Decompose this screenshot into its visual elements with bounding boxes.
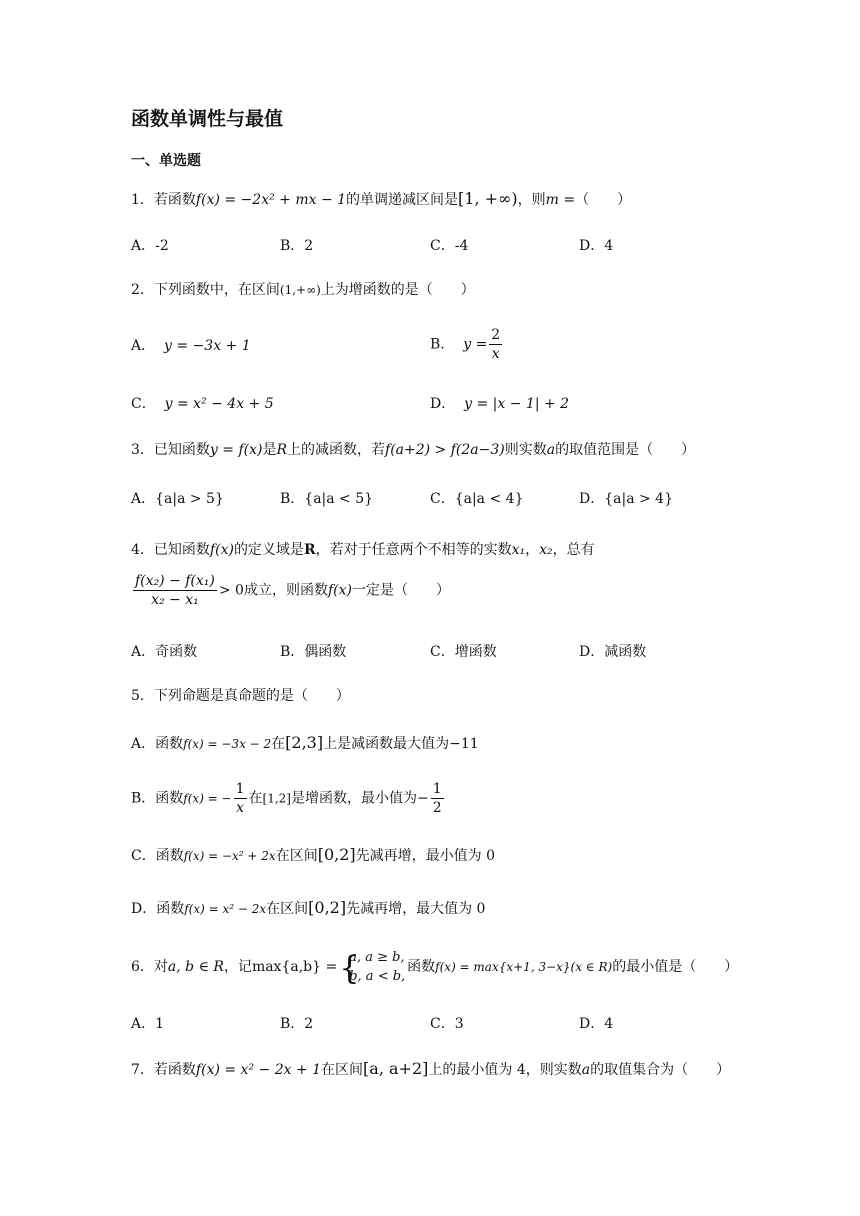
- q3-text-mid2: 上的减函数，若: [287, 442, 386, 458]
- q6-piecewise: [339, 948, 405, 986]
- q3-option-c: C．{a|a < 4}: [430, 491, 524, 507]
- q5-b-minus: −: [416, 790, 429, 807]
- q6-option-a: A．1: [131, 1016, 165, 1032]
- fraction-numerator: 1: [235, 781, 245, 797]
- q6-option-d: D．4: [579, 1016, 614, 1032]
- q5-option-b: [131, 780, 446, 817]
- q5-c-function: f(x) = −x² + 2x: [183, 849, 276, 863]
- q5-option-d: [131, 898, 485, 919]
- q2-option-c-expr: y = x² − 4x + 5: [164, 396, 274, 412]
- q4-text-mid: 的定义域是: [233, 542, 304, 558]
- q5-d-function: f(x) = x² − 2x: [184, 902, 267, 916]
- q4-text-post: ，总有: [552, 542, 595, 558]
- q6-max-definition: max{a,b} =: [251, 959, 338, 975]
- q3-text: 3．已知函数: [131, 442, 210, 458]
- q2-option-c: [131, 394, 274, 414]
- question-5-stem: 5．下列命题是真命题的是（ ）: [131, 688, 350, 704]
- q5-b-text: B．函数: [131, 790, 184, 807]
- question-6-stem: [131, 948, 738, 986]
- q2-option-a-label: A．: [131, 338, 156, 354]
- q4-function-2: f(x): [327, 582, 352, 599]
- q7-variable-a: a: [581, 1062, 591, 1078]
- q6-case-2: b, a < b,: [349, 969, 406, 984]
- q7-text-mid: 在区间: [321, 1062, 364, 1078]
- q6-option-b: B．2: [280, 1016, 314, 1032]
- q5-c-interval: [0,2]: [317, 845, 356, 864]
- q2-option-a-expr: y = −3x + 1: [164, 338, 251, 354]
- q5-d-text-post: 先减再增，最大值为 0: [346, 901, 486, 917]
- q6-case-1: a, a ≥ b,: [349, 950, 405, 965]
- q7-function: f(x) = x² − 2x + 1: [195, 1062, 322, 1078]
- q1-text-mid: 的单调递减区间是: [346, 192, 459, 208]
- q2-option-a: [131, 336, 251, 356]
- q6-option-c: C．3: [430, 1016, 464, 1032]
- left-brace-icon: {: [339, 949, 360, 987]
- q3-function: y = f(x): [209, 442, 263, 458]
- q1-interval: [1, +∞): [458, 189, 518, 208]
- q7-interval: [a, a+2]: [363, 1059, 429, 1078]
- fraction-denominator: x: [491, 346, 500, 362]
- q6-text: 6．对: [131, 959, 168, 975]
- q1-function: f(x) = −2x² + mx − 1: [195, 192, 347, 208]
- q5-d-interval: [0,2]: [308, 898, 347, 917]
- q2-option-c-label: C．: [131, 396, 156, 412]
- q1-variable: m =: [545, 192, 576, 208]
- q4-option-c: C．增函数: [430, 644, 497, 660]
- q3-text-post: 的取值范围是（ ）: [555, 442, 696, 458]
- q1-text: 1．若函数: [131, 192, 196, 208]
- q3-text-mid3: 则实数: [504, 442, 547, 458]
- question-2-stem: [131, 280, 475, 300]
- q5-a-function: f(x) = −3x − 2: [183, 737, 272, 751]
- q1-option-a: A．-2: [131, 238, 169, 254]
- q2-option-b-fraction: [489, 326, 502, 363]
- q5-c-text-post: 先减再增，最小值为 0: [355, 848, 495, 864]
- q2-option-d-label: D．: [430, 396, 456, 412]
- q6-function: f(x) = max{x+1, 3−x}(x ∈ R): [435, 960, 613, 974]
- q1-option-b: B．2: [280, 238, 314, 254]
- question-1-stem: [131, 189, 631, 210]
- q2-text: 2．下列函数中，在区间: [131, 282, 280, 298]
- q2-text-post: 上为增函数的是（ ）: [320, 282, 475, 298]
- q3-option-b: B．{a|a < 5}: [280, 491, 374, 507]
- q4-x2: x₂: [539, 542, 553, 558]
- question-4-line2: [131, 572, 450, 609]
- q2-interval: (1,+∞): [279, 283, 321, 297]
- q6-variables: a, b ∈ R: [167, 959, 224, 975]
- q1-paren: （ ）: [575, 192, 632, 208]
- question-3-stem: [131, 440, 695, 460]
- q5-a-value: −11: [449, 736, 479, 752]
- question-4-stem: [131, 540, 595, 560]
- q5-d-text-mid: 在区间: [266, 901, 309, 917]
- q4-inequality: > 0: [218, 582, 244, 599]
- section-heading: 一、单选题: [131, 153, 201, 169]
- q5-b-fraction: [234, 780, 247, 817]
- q7-text: 7．若函数: [131, 1062, 196, 1078]
- q2-option-b: [430, 326, 504, 363]
- q6-text-mid: ，记: [223, 959, 252, 975]
- q5-b-function-lhs: f(x) = −: [183, 791, 232, 806]
- q2-option-b-lhs: y =: [463, 336, 488, 353]
- fraction-denominator: x: [236, 800, 245, 816]
- q2-option-d-expr: y = |x − 1| + 2: [464, 396, 570, 412]
- q3-option-d: D．{a|a > 4}: [579, 491, 673, 507]
- q6-text-post: 的最小值是（ ）: [612, 959, 739, 975]
- q4-x1: x₁: [511, 542, 526, 558]
- q5-b-text-mid: 在: [248, 790, 263, 807]
- q6-text-mid2: 函数: [407, 959, 436, 975]
- fraction-denominator: x₂ − x₁: [151, 592, 199, 608]
- q2-option-b-label: B．: [430, 336, 455, 353]
- fraction-denominator: 2: [432, 800, 442, 816]
- q4-option-a: A．奇函数: [131, 644, 198, 660]
- q5-a-text-mid: 在: [271, 736, 286, 752]
- q5-a-text: A．函数: [131, 736, 184, 752]
- q3-text-mid1: 是: [262, 442, 277, 458]
- fraction-numerator: f(x₂) − f(x₁): [135, 573, 215, 589]
- q3-inequality: f(a+2) > f(2a−3): [385, 442, 505, 458]
- q3-real-set: R: [276, 442, 288, 458]
- q4-option-b: B．偶函数: [280, 644, 347, 660]
- q4-comma: ，: [525, 542, 540, 558]
- q5-a-interval: [2,3]: [285, 733, 324, 752]
- q5-b-interval: [1,2]: [262, 791, 291, 806]
- q4-text-line2-mid: 成立，则函数: [243, 582, 328, 599]
- q5-d-text: D．函数: [131, 901, 185, 917]
- q1-option-c: C．-4: [430, 238, 469, 254]
- q7-text-post: 上的最小值为 4，则实数: [428, 1062, 582, 1078]
- q5-b-text-post: 是增函数，最小值为: [290, 790, 417, 807]
- q4-fraction: [133, 572, 217, 609]
- q4-text-mid2: ，若对于任意两个不相等的实数: [315, 542, 512, 558]
- q4-option-d: D．减函数: [579, 644, 647, 660]
- q1-option-d: D．4: [579, 238, 614, 254]
- q5-c-text-mid: 在区间: [275, 848, 318, 864]
- q2-option-d: [430, 394, 569, 414]
- q4-function: f(x): [209, 542, 234, 558]
- q5-option-c: [131, 845, 495, 866]
- q5-b-value-fraction: [431, 780, 444, 817]
- q3-option-a: A．{a|a > 5}: [131, 491, 224, 507]
- fraction-numerator: 2: [491, 327, 501, 343]
- q4-real-set: R: [303, 542, 316, 558]
- q5-a-text-post: 上是减函数最大值为: [323, 736, 450, 752]
- page-title: 函数单调性与最值: [131, 108, 284, 130]
- q1-text-post: ，则: [517, 192, 546, 208]
- q7-text-end: 的取值集合为（ ）: [590, 1062, 731, 1078]
- q4-text-line2-post: 一定是（ ）: [351, 582, 450, 599]
- q5-option-a: [131, 733, 479, 754]
- q5-c-text: C．函数: [131, 848, 184, 864]
- question-7-stem: [131, 1059, 730, 1080]
- q3-variable-a: a: [546, 442, 556, 458]
- q4-text: 4．已知函数: [131, 542, 210, 558]
- fraction-numerator: 1: [432, 781, 442, 797]
